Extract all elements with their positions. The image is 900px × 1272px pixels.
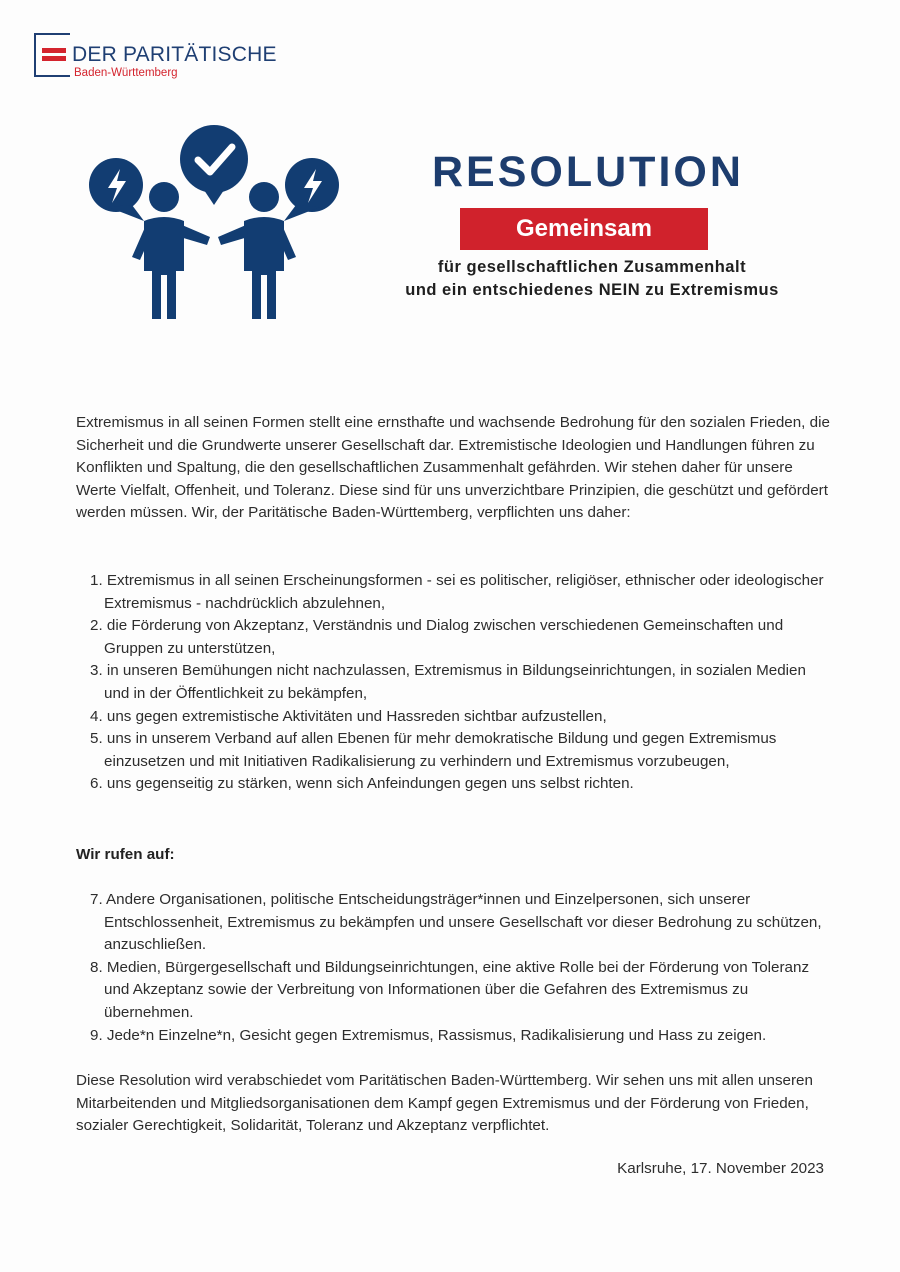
dateline: Karlsruhe, 17. November 2023 — [617, 1160, 824, 1177]
logo-mark-icon — [34, 33, 70, 77]
appeals-list — [90, 889, 830, 1047]
list-item: 7. Andere Organisationen, politische Entscheidungsträger*innen und Einzelpersonen, sich unserer Entschlossenheit, Extremismus zu bekämpfen und unsere Gesellschaft vor dieser Bedrohung zu schützen, anzuschließen. — [90, 891, 822, 954]
intro-paragraph: Extremismus in all seinen Formen stellt eine ernsthafte und wachsende Bedrohung für den sozialen Frieden, die Sicherheit und die Grundwerte unserer Gesellschaft dar. Extremistische Ideologien und Handlungen führen zu Konflikten und Spaltung, die den gesellschaftlichen Zusammenhalt gefährden. Wir stehen daher für unsere Werte Vielfalt, Offenheit, und Toleranz. Diese sind für uns unverzichtbare Prinzipien, die geschützt und gefördert werden müssen. Wir, der Paritätische Baden-Württemberg, verpflichten uns daher: — [76, 414, 830, 522]
list-item: 8. Medien, Bürgergesellschaft und Bildungseinrichtungen, eine aktive Rolle bei der Förderung von Toleranz und Akzeptanz sowie der Verbreitung von Informationen über die Gefahren des Extremismus zu übernehmen. — [90, 958, 810, 1021]
commitments-list — [90, 570, 830, 796]
resolution-subtitle — [366, 256, 818, 302]
dialogue-people-icon — [86, 125, 346, 325]
subtitle-line-2: und ein entschiedenes NEIN zu Extremismus — [405, 281, 779, 299]
list-item: 9. Jede*n Einzelne*n, Gesicht gegen Extremismus, Rassismus, Radikalisierung und Hass zu zeigen. — [90, 1026, 767, 1044]
subtitle-line-1: für gesellschaftlichen Zusammenhalt — [437, 258, 747, 276]
logo-region: Baden-Württemberg — [74, 67, 178, 79]
logo-name: DER PARITÄTISCHE — [72, 43, 277, 66]
list-item: 6. uns gegenseitig zu stärken, wenn sich Anfeindungen gegen uns selbst richten. — [90, 775, 634, 793]
closing-paragraph: Diese Resolution wird verabschiedet vom Paritätischen Baden-Württemberg. Wir sehen uns mit allen unseren Mitarbeitenden und Mitgliedsorganisationen dem Kampf gegen Extremismus und der Förderung von Frieden, sozialer Gerechtigkeit, Solidarität, Toleranz und Akzeptanz verpflichtet. — [76, 1072, 813, 1135]
list-item: 2. die Förderung von Akzeptanz, Verständnis und Dialog zwischen verschiedenen Gemeinschaften und Gruppen zu unterstützen, — [90, 617, 784, 657]
list-item: 3. in unseren Bemühungen nicht nachzulassen, Extremismus in Bildungseinrichtungen, in sozialen Medien und in der Öffentlichkeit zu bekämpfen, — [90, 662, 806, 702]
list-item: 5. uns in unserem Verband auf allen Ebenen für mehr demokratische Bildung und gegen Extremismus einzusetzen und mit Initiativen Radikalisierung zu verhindern und Extremismus vorzubeugen, — [90, 730, 777, 770]
resolution-title: RESOLUTION — [432, 148, 744, 196]
list-item: 4. uns gegen extremistische Aktivitäten und Hassreden sichtbar aufzustellen, — [90, 707, 607, 725]
resolution-banner: Gemeinsam — [460, 208, 708, 250]
appeal-heading: Wir rufen auf: — [76, 846, 175, 863]
list-item: 1. Extremismus in all seinen Erscheinungsformen - sei es politischer, religiöser, ethnischer oder ideologischer Extremismus - nachdrücklich abzulehnen, — [90, 572, 824, 612]
